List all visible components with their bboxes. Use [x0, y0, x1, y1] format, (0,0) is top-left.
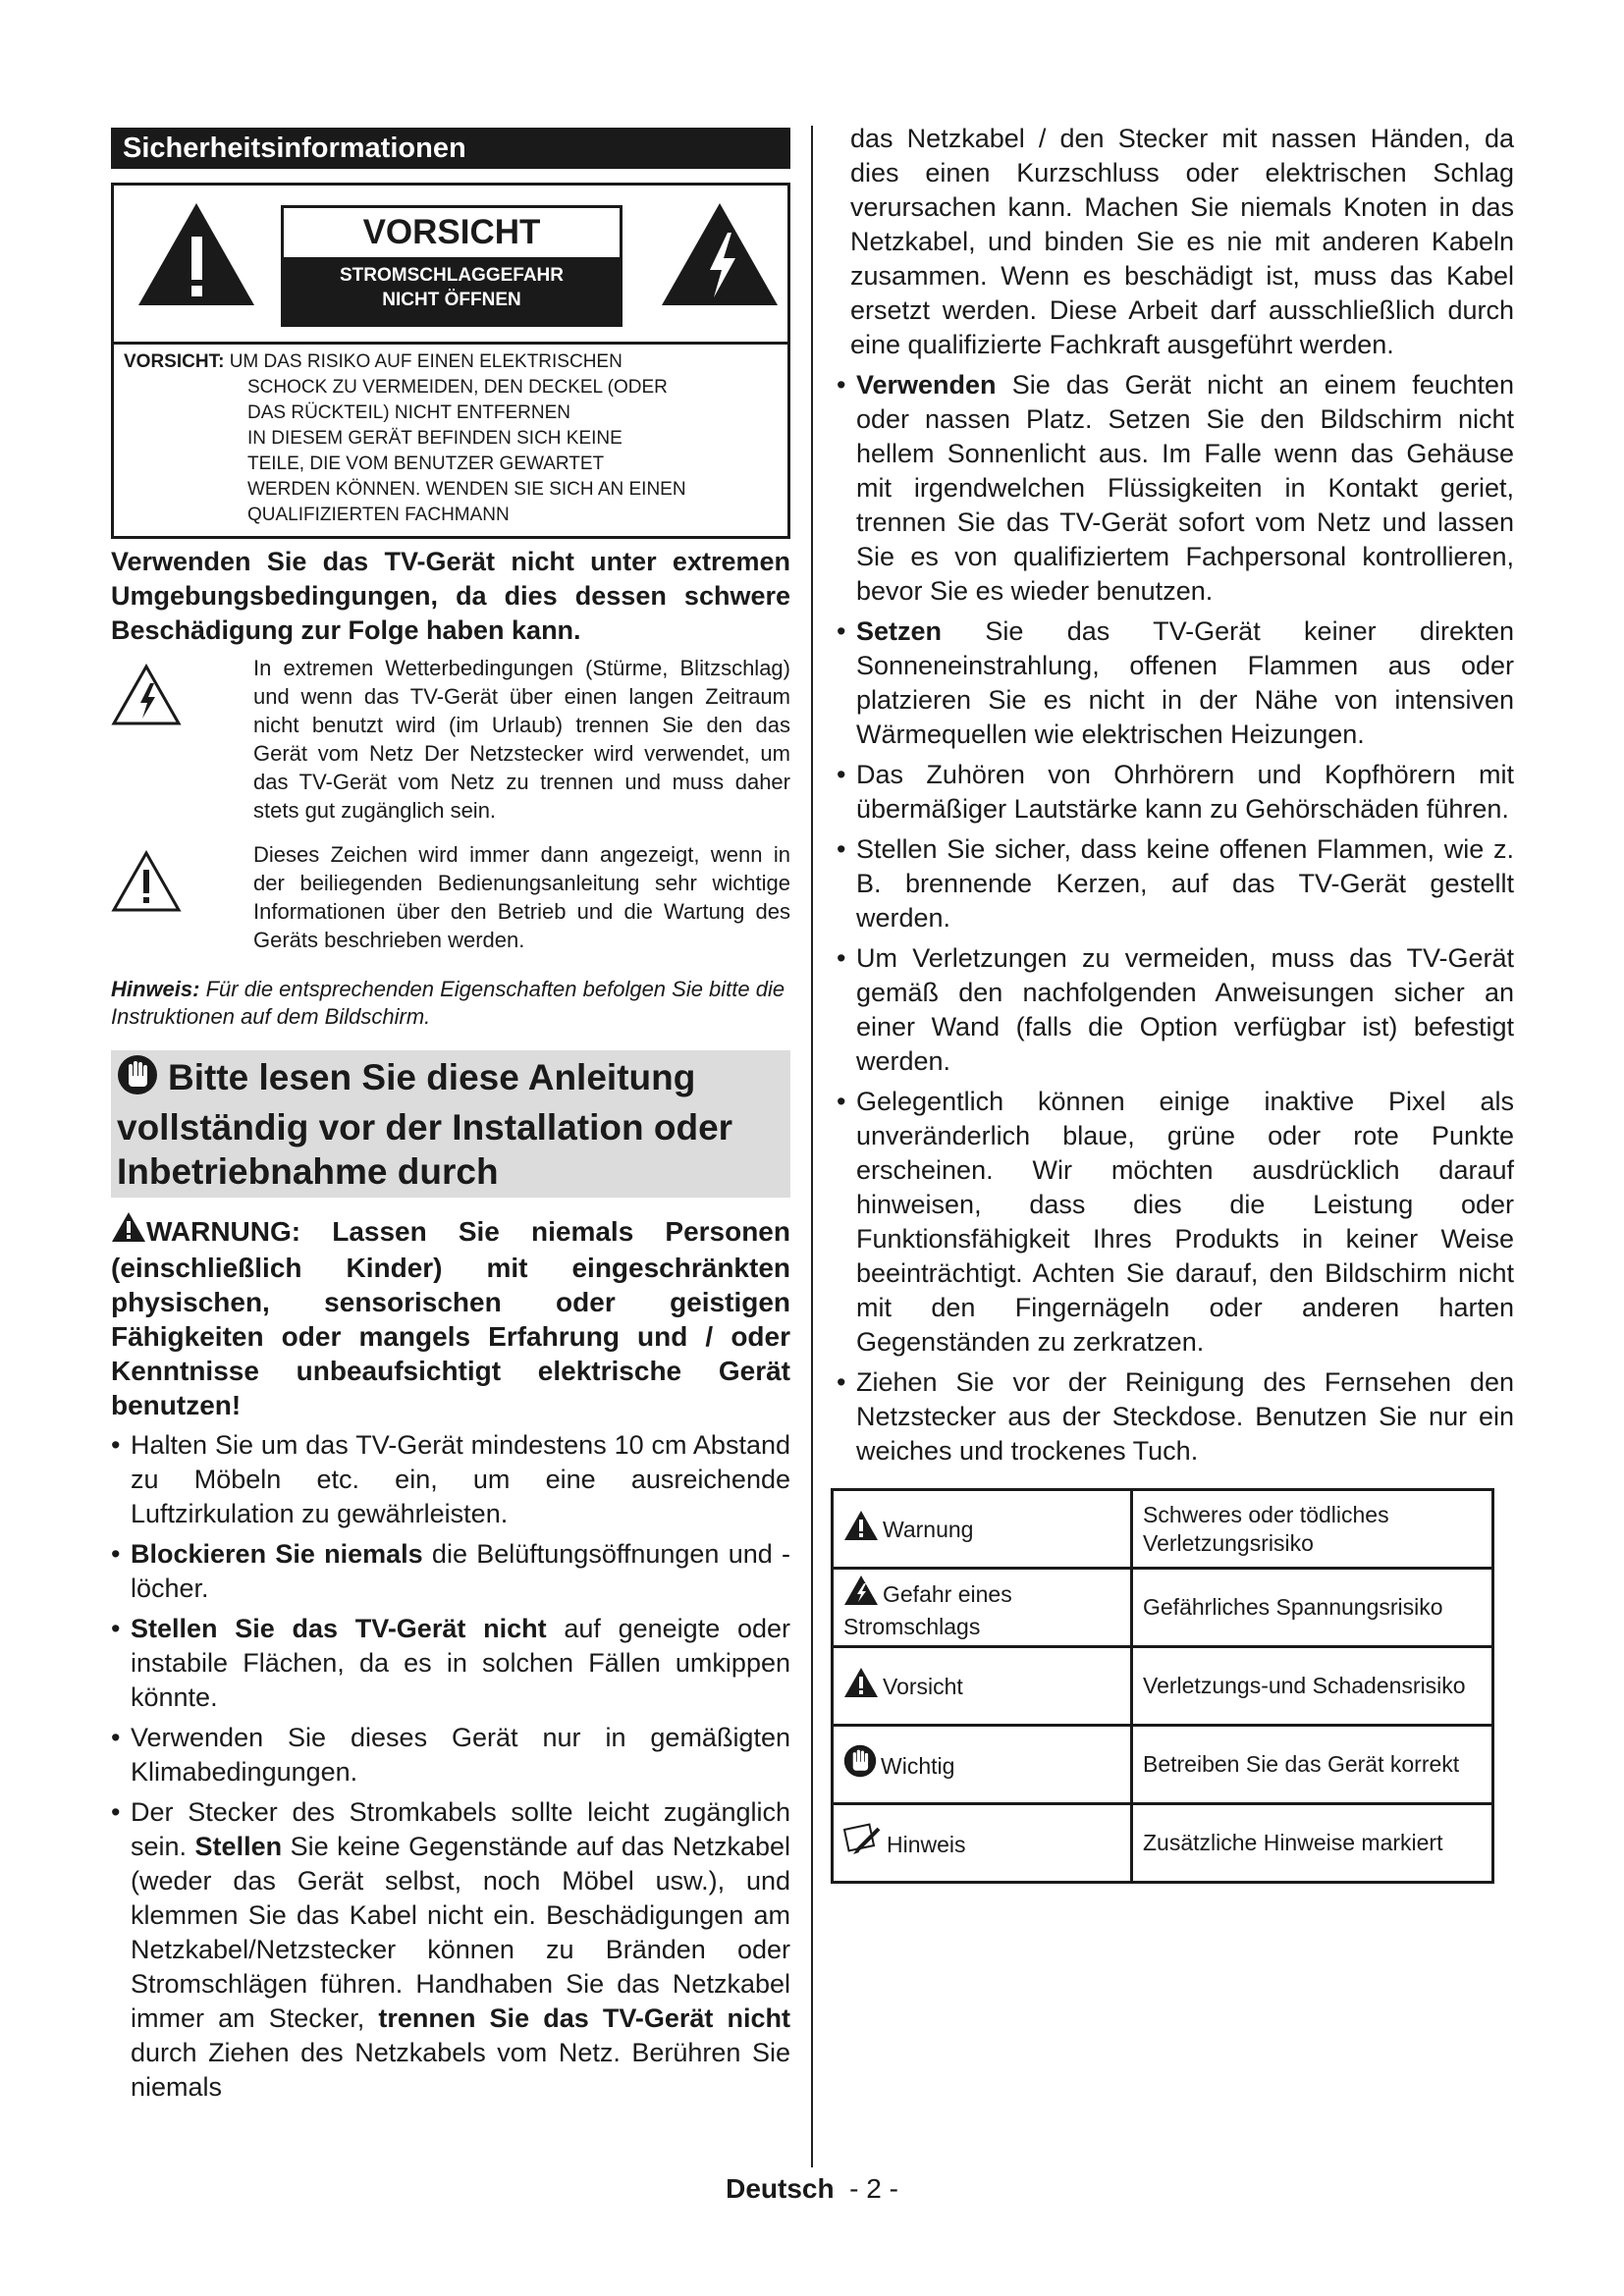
list-item — [111, 1428, 790, 1531]
hinweis-note — [111, 976, 790, 1031]
item-bold: Blockieren Sie niemals — [131, 1539, 423, 1569]
read-heading-text: Bitte lesen Sie diese Anleitung vollständig vor der Installation oder Inbetriebnahme durch — [117, 1057, 733, 1192]
subtitle-line-2: NICHT ÖFFNEN — [382, 290, 521, 310]
item-text: Um Verletzungen zu vermeiden, muss das TV-Gerät gemäß den nachfolgenden Anweisungen sicher an einer Wand (falls die Option verfügbar ist) befestigt werden. — [856, 943, 1514, 1076]
list-item — [837, 1085, 1514, 1360]
item-text: Gelegentlich können einige inaktive Pixel als unveränderlich blaue, grüne oder rote Punkte erscheinen. Wir möchten ausdrücklich darauf hinweisen, dass dies die Leistung oder Funktionsfähigkeit Ihres Produkts in keiner Weise beeinträchtigt. Achten Sie darauf, den Bildschirm nicht mit den Fingernägeln oder anderen harten Gegenständen zu zerkratzen. — [856, 1087, 1514, 1357]
legend-label-cell — [833, 1569, 1132, 1647]
item-text: Ziehen Sie vor der Reinigung des Fernsehen den Netzstecker aus der Steckdose. Benutzen Sie nur ein weiches und trockenes Tuch. — [856, 1367, 1514, 1466]
page-number: - 2 - — [849, 2173, 898, 2204]
exclamation-triangle-icon — [135, 199, 258, 309]
warnung-paragraph — [111, 1211, 790, 1422]
list-item — [111, 1537, 790, 1606]
hinweis-label: Hinweis: — [111, 977, 200, 1001]
table-row — [833, 1804, 1493, 1883]
legend-desc-cell: Betreiben Sie das Gerät korrekt — [1132, 1726, 1493, 1804]
warnung-text: Lassen Sie niemals Personen (einschließlich Kinder) mit eingeschränkten physischen, sensorischen oder geistigen Fähigkeiten oder mangels Erfahrung und / oder Kenntnisse unbeaufsichtigt elektrische Gerät benutzen! — [111, 1216, 790, 1420]
vorsicht-title: VORSICHT — [284, 208, 620, 260]
list-item — [837, 941, 1514, 1079]
exclamation-notice-text: Dieses Zeichen wird immer dann angezeigt, wenn in der beiliegenden Bedienungsanleitung sehr wichtige Informationen über den Betrieb und die Wartung des Geräts beschrieben werden. — [253, 842, 790, 952]
item-bold: Setzen — [856, 616, 943, 646]
list-item — [111, 1612, 790, 1715]
caution-triangle-icon — [843, 1667, 879, 1705]
item-text: Der Stecker des Stromkabels sollte leicht zugänglich sein. — [131, 1797, 790, 1861]
list-item — [111, 1721, 790, 1789]
symbol-legend-table — [831, 1488, 1494, 1884]
item-text: Sie das Gerät nicht an einem feuchten oder nassen Platz. Setzen Sie den Bildschirm nicht hellem Sonnenlicht aus. Im Falle wenn das Gehäuse mit irgendwelchen Flüssigkeiten in Kontakt geriet, trennen Sie das TV-Gerät sofort vom Netz und lassen Sie es von qualifiziertem Fachpersonal kontrollieren, bevor Sie es wieder benutzen. — [856, 370, 1514, 606]
caution-first-line — [124, 349, 686, 375]
table-row — [833, 1726, 1493, 1804]
item-text: Verwenden Sie dieses Gerät nur in gemäßigten Klimabedingungen. — [131, 1723, 790, 1787]
vorsicht-label — [281, 205, 623, 327]
item-text: Stellen Sie sicher, dass keine offenen Flammen, wie z. B. brennende Kerzen, auf das TV-Gerät gestellt werden. — [856, 834, 1514, 933]
caution-line: SCHOCK ZU VERMEIDEN, DEN DECKEL (ODER — [247, 377, 668, 398]
item-text: die Belüftungsöffnungen und -löcher. — [131, 1539, 791, 1603]
lightning-notice — [111, 654, 790, 825]
caution-line: DAS RÜCKTEIL) NICHT ENTFERNEN — [247, 402, 571, 423]
page-footer — [0, 2173, 1624, 2205]
caution-text — [124, 349, 686, 528]
list-item — [837, 368, 1514, 609]
shock-warning-subtitle — [284, 260, 620, 327]
caution-line: IN DIESEM GERÄT BEFINDEN SICH KEINE — [247, 428, 623, 449]
right-safety-list — [837, 368, 1514, 1468]
hand-stop-icon — [117, 1054, 158, 1105]
box-divider — [114, 342, 787, 345]
warning-triangle-icon — [843, 1510, 879, 1548]
hinweis-text: Für die entsprechenden Eigenschaften befolgen Sie bitte die Instruktionen auf dem Bildschirm. — [111, 977, 785, 1029]
list-item — [837, 758, 1514, 827]
section-title: Sicherheitsinformationen — [111, 128, 790, 169]
exclamation-notice — [111, 840, 790, 954]
extreme-conditions-warning: Verwenden Sie das TV-Gerät nicht unter extremen Umgebungsbedingungen, da dies dessen schwere Beschädigung zur Folge haben kann. — [111, 547, 790, 645]
table-row — [833, 1647, 1493, 1726]
pencil-note-icon — [843, 1823, 883, 1863]
legend-desc-cell: Zusätzliche Hinweise markiert — [1132, 1804, 1493, 1883]
legend-label-cell — [833, 1490, 1132, 1569]
table-row — [833, 1490, 1493, 1569]
continuation-text-block — [837, 122, 1514, 362]
caution-line: WERDEN KÖNNEN. WENDEN SIE SICH AN EINEN — [247, 479, 686, 500]
caution-label-box — [111, 183, 790, 539]
lightning-triangle-icon — [659, 199, 782, 309]
item-text: auf geneigte oder instabile Flächen, da es in solchen Fällen umkippen könnte. — [131, 1614, 790, 1712]
right-column — [837, 122, 1514, 1884]
item-text: Sie keine Gegenstände auf das Netzkabel (weder das Gerät selbst, noch Möbel usw.), und klemmen Sie das Kabel nicht ein. Beschädigungen am Netzkabel/Netzstecker können zu Bränden oder Stromschlägen führen. Handhaben Sie das Netzkabel immer am Stecker, — [131, 1832, 790, 2033]
item-bold: Stellen Sie das TV-Gerät nicht — [131, 1614, 547, 1643]
legend-label-cell — [833, 1804, 1132, 1883]
warnung-label: WARNUNG: — [146, 1216, 301, 1247]
item-bold: trennen Sie das TV-Gerät nicht — [378, 2003, 790, 2033]
item-bold: Stellen — [194, 1832, 283, 1861]
shock-triangle-icon — [843, 1575, 879, 1613]
legend-desc-cell: Gefährliches Spannungsrisiko — [1132, 1569, 1493, 1647]
footer-language: Deutsch — [726, 2173, 835, 2204]
left-safety-list — [111, 1428, 790, 2105]
lightning-outline-icon — [111, 654, 253, 825]
legend-label: Wichtig — [881, 1753, 955, 1779]
caution-label: VORSICHT: — [124, 351, 225, 372]
legend-label-cell — [833, 1647, 1132, 1726]
legend-desc-cell: Verletzungs-und Schadensrisiko — [1132, 1647, 1493, 1726]
list-item — [837, 614, 1514, 752]
continuation-text: das Netzkabel / den Stecker mit nassen Händen, da dies einen Kurzschluss oder elektrischen Schlag verursachen kann. Machen Sie niemals Knoten in das Netzkabel, und binden Sie es nie mit anderen Kabeln zusammen. Wenn es beschädigt ist, muss das Kabel ersetzt werden. Diese Arbeit darf ausschließlich durch eine qualifizierte Fachkraft ausgeführt werden. — [850, 124, 1514, 359]
legend-desc-cell: Schweres oder tödliches Verletzungsrisiko — [1132, 1490, 1493, 1569]
table-row — [833, 1569, 1493, 1647]
column-divider — [811, 126, 813, 2167]
item-text: Das Zuhören von Ohrhörern und Kopfhörern mit übermäßiger Lautstärke kann zu Gehörschäden führen. — [856, 760, 1514, 824]
list-item — [111, 1795, 790, 2105]
exclamation-outline-icon — [111, 840, 253, 954]
subtitle-line-1: STROMSCHLAGGEFAHR — [340, 265, 564, 286]
lightning-notice-text: In extremen Wetterbedingungen (Stürme, Blitzschlag) und wenn das TV-Gerät über einen langen Zeitraum nicht benutzt wird (im Urlaub) trennen Sie den das Gerät vom Netz Der Netzstecker wird verwendet, um das TV-Gerät vom Netz zu trennen und muss daher stets gut zugänglich sein. — [253, 656, 790, 823]
read-instructions-heading — [111, 1050, 790, 1198]
legend-label: Hinweis — [887, 1832, 966, 1857]
item-text: durch Ziehen des Netzkabels vom Netz. Berühren Sie niemals — [131, 2038, 790, 2102]
item-text: Sie das TV-Gerät keiner direkten Sonneneinstrahlung, offenen Flammen aus oder platzieren Sie es nicht in der Nähe von intensiven Wärmequellen wie elektrischen Heizungen. — [856, 616, 1514, 749]
caution-line: TEILE, DIE VOM BENUTZER GEWARTET — [247, 454, 605, 474]
legend-label: Warnung — [883, 1517, 974, 1542]
caution-line: UM DAS RISIKO AUF EINEN ELEKTRISCHEN — [229, 351, 623, 372]
left-column — [111, 128, 790, 2110]
legend-label: Gefahr eines Stromschlags — [843, 1580, 1012, 1639]
legend-label: Vorsicht — [883, 1674, 963, 1699]
warning-triangle-icon — [111, 1211, 146, 1251]
legend-label-cell — [833, 1726, 1132, 1804]
item-bold: Verwenden — [856, 370, 997, 400]
hand-stop-icon — [843, 1744, 877, 1785]
list-item — [837, 1365, 1514, 1468]
caution-line: QUALIFIZIERTEN FACHMANN — [247, 505, 510, 525]
item-text: Halten Sie um das TV-Gerät mindestens 10 cm Abstand zu Möbeln etc. ein, um eine ausreichende Luftzirkulation zu gewährleisten. — [131, 1430, 790, 1528]
list-item — [837, 832, 1514, 935]
